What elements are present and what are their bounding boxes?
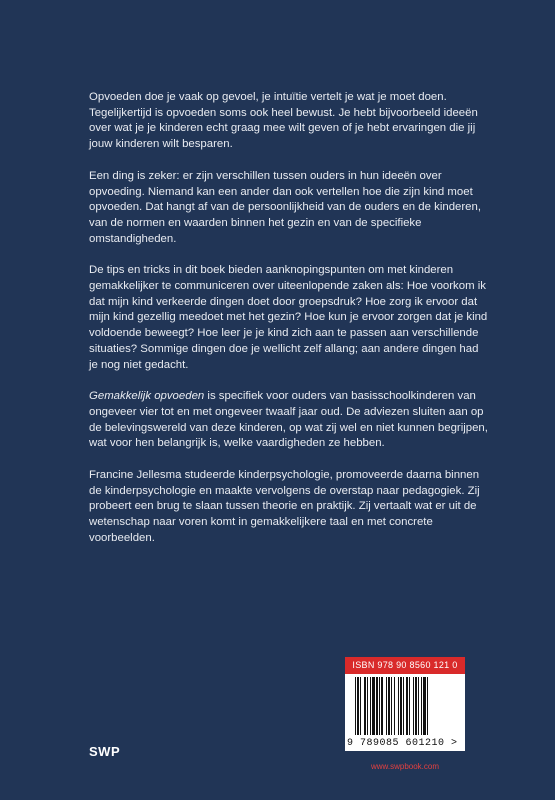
blurb-paragraph-3: De tips en tricks in dit boek bieden aanknopingspunten om met kinderen gemakkelijker te communiceren over uiteenlopende zaken als: Hoe voorkom ik dat mijn kind verkeerde dingen doet door groepsdruk? Hoe zorg ik ervoor dat mijn kind gezellig meedoet met het gezin? Hoe kun je ervoor zorgen dat je kind voldoende beweegt? Hoe leer je je kind zich aan te passen aan verschillende situaties? Sommige dingen doe je wellicht zelf allang; aan andere dingen had je nog niet gedacht. — [89, 264, 488, 371]
blurb-paragraph-4 — [89, 389, 489, 452]
blurb-paragraph-4-text: is specifiek voor ouders van basisschoolkinderen van ongeveer vier tot en met ongeveer twaalf jaar oud. De adviezen sluiten aan op de belevingswereld van deze kinderen, op wat zij wel en niet kunnen begrijpen, wat voor hen belangrijk is, welke vaardigheden ze hebben. — [89, 390, 488, 450]
publisher-logo: SWP — [89, 744, 121, 759]
book-title-italic: Gemakkelijk opvoeden — [89, 390, 205, 403]
barcode-bars — [355, 677, 455, 737]
blurb-paragraph-1: Opvoeden doe je vaak op gevoel, je intuïtie vertelt je wat je moet doen. Tegelijkertijd is opvoeden soms ook heel bewust. Je hebt bijvoorbeeld ideeën over wat je je kinderen echt graag mee wilt geven of je hebt ervaringen die jij jouw kinderen wilt besparen. — [89, 91, 478, 151]
blurb-paragraph-2: Een ding is zeker: er zijn verschillen tussen ouders in hun ideeën over opvoeding. Niemand kan een ander dan ook vertellen hoe die zijn kind moet opvoeden. Dat hangt af van de persoonlijkheid van de ouders en de kinderen, van de normen en waarden binnen het gezin en van de specifieke omstandigheden. — [89, 169, 481, 245]
publisher-website: www.swpbook.com — [370, 762, 440, 771]
blurb-text — [89, 90, 489, 563]
isbn-label: ISBN 978 90 8560 121 0 — [352, 660, 458, 670]
author-bio: Francine Jellesma studeerde kinderpsychologie, promoveerde daarna binnen de kinderpsychologie en maakte vervolgens de overstap naar pedagogiek. Zij probeert een brug te slaan tussen theorie en praktijk. Zij vertaalt wat er uit de wetenschap naar voren komt in gemakkelijkere taal en met concrete voorbeelden. — [89, 469, 480, 544]
barcode-digits: 9 789085 601210 > — [347, 738, 458, 749]
